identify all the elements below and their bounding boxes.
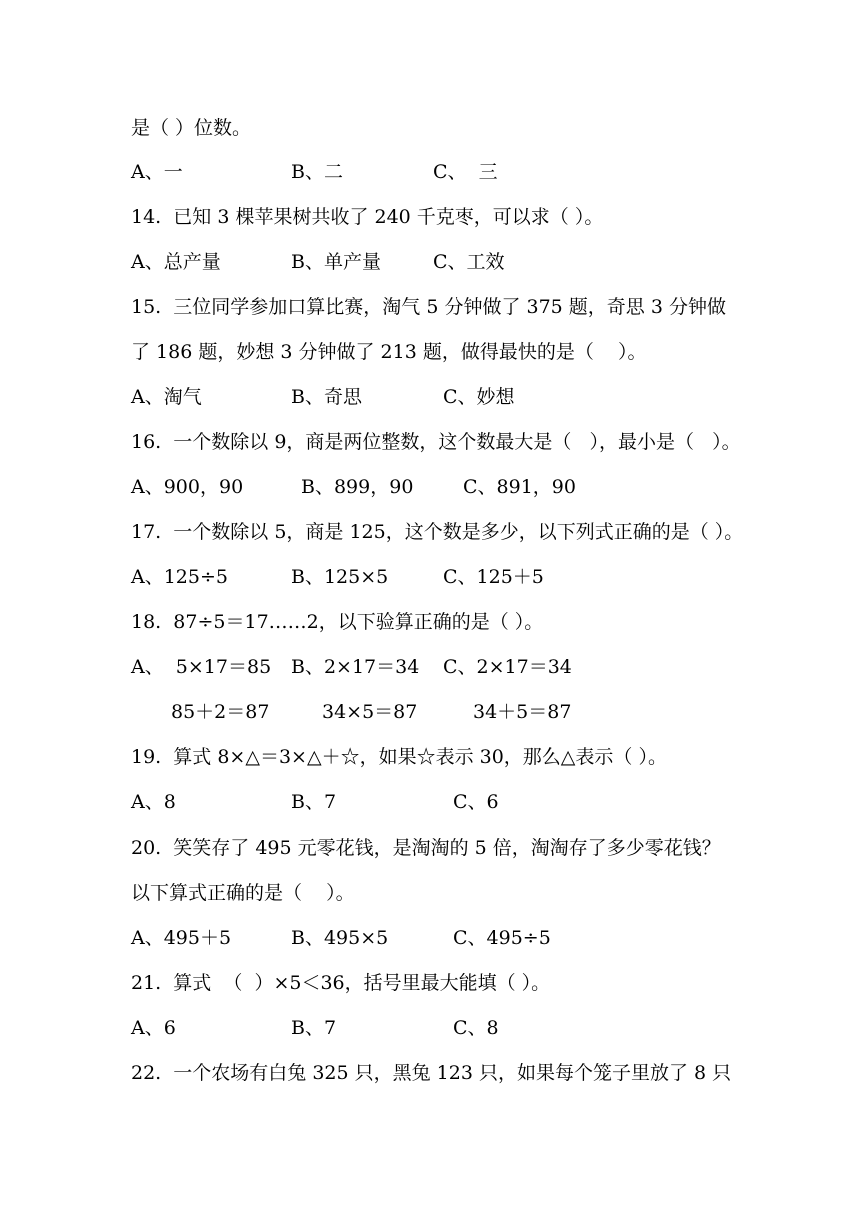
q18-option-a-line2: 85＋2＝87 — [171, 701, 270, 723]
q14-option-a: A、总产量 — [131, 251, 221, 273]
q16-text: 16. 一个数除以 9，商是两位整数，这个数最大是（ ），最小是（ ）。 — [131, 431, 741, 453]
q14-option-b: B、单产量 — [291, 251, 381, 273]
q15-option-c: C、妙想 — [443, 386, 515, 408]
q13-continuation: 是（ ）位数。 — [131, 117, 252, 139]
q14-text: 14. 已知 3 棵苹果树共收了 240 千克枣，可以求（ ）。 — [131, 206, 604, 228]
q13-option-b: B、二 — [291, 161, 343, 183]
q18-option-c-line1: C、2×17＝34 — [443, 656, 572, 678]
q20-option-b: B、495×5 — [291, 927, 389, 949]
q16-option-c: C、891，90 — [463, 476, 576, 498]
q20-text-line1: 20. 笑笑存了 495 元零花钱，是淘淘的 5 倍，淘淘存了多少零花钱？ — [131, 837, 721, 859]
q22-text: 22. 一个农场有白兔 325 只，黑兔 123 只，如果每个笼子里放了 8 只 — [131, 1062, 732, 1084]
q21-text: 21. 算式 （ ）×5＜36，括号里最大能填（ ）。 — [131, 972, 551, 994]
q15-option-b: B、奇思 — [291, 386, 362, 408]
q17-option-a: A、125÷5 — [131, 566, 228, 588]
q20-option-c: C、495÷5 — [453, 927, 551, 949]
q17-option-c: C、125＋5 — [443, 566, 544, 588]
q17-text: 17. 一个数除以 5，商是 125，这个数是多少，以下列式正确的是（ ）。 — [131, 521, 744, 543]
q19-option-a: A、8 — [131, 791, 176, 813]
q18-text: 18. 87÷5＝17……2，以下验算正确的是（ ）。 — [131, 611, 544, 633]
q21-option-b: B、7 — [291, 1017, 337, 1039]
q19-option-c: C、6 — [453, 791, 499, 813]
q21-option-a: A、6 — [131, 1017, 176, 1039]
q15-text-line2: 了 186 题，妙想 3 分钟做了 213 题，做得最快的是（ ）。 — [131, 341, 647, 363]
q13-option-c: C、 三 — [433, 161, 498, 183]
q16-option-a: A、900，90 — [131, 476, 244, 498]
q19-option-b: B、7 — [291, 791, 337, 813]
q13-option-a: A、一 — [131, 161, 183, 183]
q18-option-c-line2: 34＋5＝87 — [473, 701, 572, 723]
q17-option-b: B、125×5 — [291, 566, 389, 588]
q18-option-b-line2: 34×5＝87 — [322, 701, 418, 723]
q14-option-c: C、工效 — [433, 251, 505, 273]
q19-text: 19. 算式 8×△＝3×△＋☆，如果☆表示 30，那么△表示（ ）。 — [131, 746, 667, 768]
q15-option-a: A、淘气 — [131, 386, 202, 408]
q16-option-b: B、899，90 — [301, 476, 414, 498]
q15-text-line1: 15. 三位同学参加口算比赛，淘气 5 分钟做了 375 题，奇思 3 分钟做 — [131, 296, 726, 318]
q18-option-b-line1: B、2×17＝34 — [291, 656, 420, 678]
q18-option-a-line1: A、 5×17＝85 — [131, 656, 272, 678]
q20-text-line2: 以下算式正确的是（ ）。 — [131, 882, 355, 904]
q21-option-c: C、8 — [453, 1017, 499, 1039]
q20-option-a: A、495＋5 — [131, 927, 232, 949]
